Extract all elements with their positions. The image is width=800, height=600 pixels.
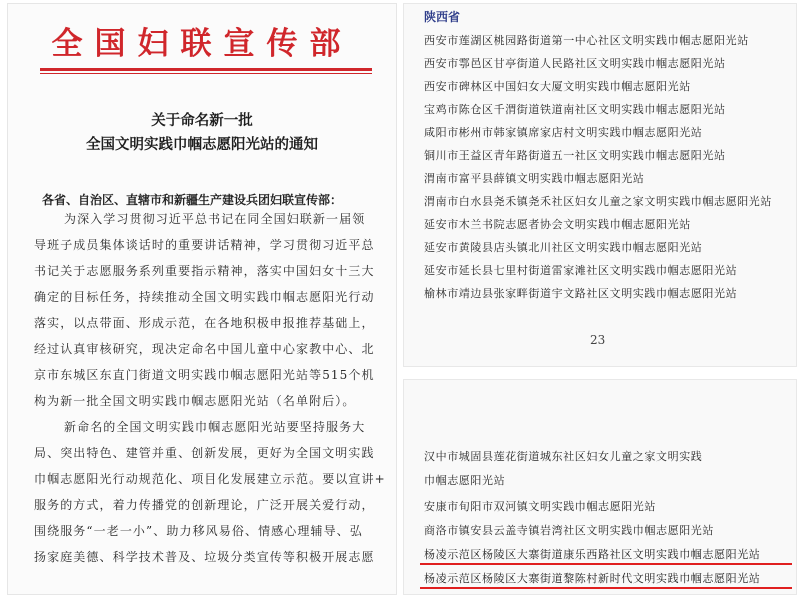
station-item: 铜川市王益区青年路街道五一社区文明实践巾帼志愿阳光站 — [424, 149, 726, 162]
body-line: 局、突出特色、建管并重、创新发展，更好为全国文明实践 — [34, 446, 375, 460]
station-item: 宝鸡市陈仓区千渭街道铁道南社区文明实践巾帼志愿阳光站 — [424, 103, 726, 116]
page-number: 23 — [590, 333, 606, 347]
red-underline — [420, 563, 792, 565]
body-line: 新命名的全国文明实践巾帼志愿阳光站要坚持服务大 — [64, 420, 366, 434]
station-item: 汉中市城固县莲花街道城东社区妇女儿童之家文明实践 — [424, 450, 703, 463]
province-heading: 陕西省 — [424, 10, 461, 24]
body-line: 巾帼志愿阳光行动规范化、项目化发展建立示范。要以宣讲+ — [34, 472, 386, 486]
body-line: 为深入学习贯彻习近平总书记在同全国妇联新一届领 — [64, 212, 366, 226]
station-item: 西安市莲湖区桃园路街道第一中心社区文明实践巾帼志愿阳光站 — [424, 34, 749, 47]
station-item: 咸阳市彬州市韩家镇席家店村文明实践巾帼志愿阳光站 — [424, 126, 703, 139]
body-line: 确定的目标任务，持续推动全国文明实践巾帼志愿阳光行动 — [34, 290, 375, 304]
letterhead: 全国妇联宣传部 — [51, 26, 353, 62]
station-item: 延安市黄陵县店头镇北川社区文明实践巾帼志愿阳光站 — [424, 241, 703, 254]
body-line: 围绕服务“一老一小”、助力移风易俗、情感心理辅导、弘 — [34, 524, 363, 538]
station-item: 西安市碑林区中国妇女大厦文明实践巾帼志愿阳光站 — [424, 80, 691, 93]
page-separator — [404, 368, 796, 378]
station-item: 榆林市靖边县张家畔街道宇文路社区文明实践巾帼志愿阳光站 — [424, 287, 738, 300]
body-line: 落实，以点带面、形成示范，在各地积极申报推荐基础上， — [34, 316, 375, 330]
body-line: 京市东城区东直门街道文明实践巾帼志愿阳光站等515个机 — [34, 368, 375, 382]
body-line: 书记关于志愿服务系列重要指示精神，落实中国妇女十三大 — [34, 264, 375, 278]
station-item: 延安市木兰书院志愿者协会文明实践巾帼志愿阳光站 — [424, 218, 691, 231]
body-line: 导班子成员集体谈话时的重要讲话精神，学习贯彻习近平总 — [34, 238, 375, 252]
station-item: 安康市旬阳市双河镇文明实践巾帼志愿阳光站 — [424, 500, 656, 513]
station-item-highlighted: 杨凌示范区杨陵区大寨街道黎陈村新时代文明实践巾帼志愿阳光站 — [424, 572, 761, 585]
station-item-highlighted: 杨凌示范区杨陵区大寨街道康乐西路社区文明实践巾帼志愿阳光站 — [424, 548, 761, 561]
station-item: 巾帼志愿阳光站 — [424, 474, 506, 487]
body-line: 经过认真审核研究，现决定命名中国儿童中心家教中心、北 — [34, 342, 375, 356]
letterhead-rule-thin — [40, 73, 372, 74]
notice-title-line-1: 关于命名新一批 — [151, 112, 253, 129]
body-line: 扬家庭美德、科学技术普及、垃圾分类宣传等积极开展志愿 — [34, 550, 375, 564]
station-item: 渭南市富平县薛镇文明实践巾帼志愿阳光站 — [424, 172, 645, 185]
station-item: 西安市鄠邑区甘亭街道人民路社区文明实践巾帼志愿阳光站 — [424, 57, 726, 70]
addressee: 各省、自治区、直辖市和新疆生产建设兵团妇联宣传部： — [42, 193, 343, 207]
station-item: 渭南市白水县尧禾镇尧禾社区妇女儿童之家文明实践巾帼志愿阳光站 — [424, 195, 772, 208]
station-item: 延安市延长县七里村街道雷家滩社区文明实践巾帼志愿阳光站 — [424, 264, 738, 277]
letterhead-rule-thick — [40, 68, 372, 71]
station-item: 商洛市镇安县云盖寺镇岩湾社区文明实践巾帼志愿阳光站 — [424, 524, 714, 537]
notice-title-line-2: 全国文明实践巾帼志愿阳光站的通知 — [86, 136, 318, 153]
body-line: 构为新一批全国文明实践巾帼志愿阳光站（名单附后）。 — [34, 394, 356, 408]
body-line: 服务的方式，着力传播党的创新理论，广泛开展关爱行动， — [34, 498, 375, 512]
red-underline — [420, 587, 792, 589]
